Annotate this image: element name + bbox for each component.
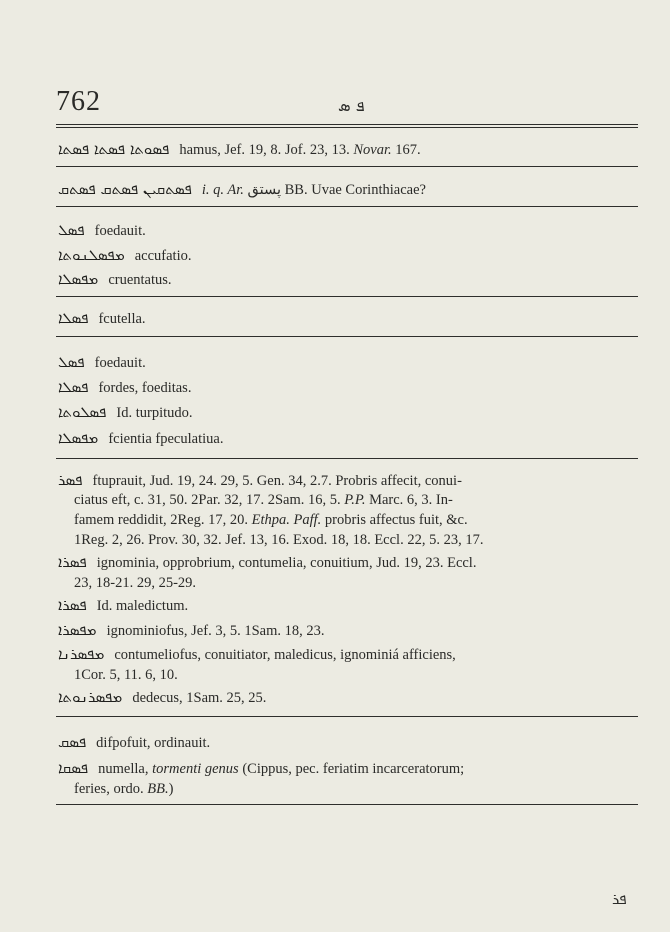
entry-line: 23, 18-21. 29, 25-29. <box>74 575 197 591</box>
entry-line: 1Reg. 2, 26. Prov. 30, 32. Jef. 13, 16. Exod. 18, 18. Eccl. 22, 5. 23, 17. <box>74 532 484 548</box>
entry-line: ܦܣܘܬܐ ܦܣܬܐ ܦܣܬܐ hamus, Jef. 19, 8. Jof. 23, 13. Novar. 167. <box>58 140 421 158</box>
entry-line: ܦܣܠܐ fordes, foeditas. <box>58 378 192 396</box>
entry-line: ciatus eft, c. 31, 50. 2Par. 32, 17. 2Sam. 16, 5. P.P. Marc. 6, 3. In- <box>74 492 453 508</box>
entry-line: ܦܣܠܐ fcutella. <box>58 309 146 327</box>
entry-line: ܦܣܪܐ ignominia, opprobrium, contumelia, conuitium, Jud. 19, 23. Eccl. <box>58 553 477 571</box>
section-rule <box>56 166 638 167</box>
entry-line: ܡܦܣܠܢܘܬܐ accufatio. <box>58 246 192 264</box>
section-rule <box>56 804 638 805</box>
entry-line: ܡܦܣܪܐ ignominiofus, Jef. 3, 5. 1Sam. 18, 23. <box>58 621 325 639</box>
entry-line: ܡܦܣܠܐ cruentatus. <box>58 270 172 288</box>
page-header <box>56 86 636 120</box>
entry-line: 1Cor. 5, 11. 6, 10. <box>74 667 178 683</box>
entry-line: ܡܦܣܠܐ fcientia fpeculatiua. <box>58 429 224 447</box>
section-rule <box>56 296 638 297</box>
entry-line: ܦܣܬܩܝܢ ܦܣܬܩ ܦܣܬܩ i. q. Ar. ﭘﺴﺘﻖ BB. Uvae Corinthiacae? <box>58 180 426 198</box>
section-rule <box>56 206 638 207</box>
section-rule <box>56 458 638 459</box>
entry-line: famem reddidit, 2Reg. 17, 20. Ethpa. Paff. probris affectus fuit, &c. <box>74 512 468 528</box>
entry-line: ܦܣܪܐ Id. maledictum. <box>58 596 189 614</box>
section-rule <box>56 716 638 717</box>
running-head: ܦ ܣ <box>338 96 365 115</box>
entry-line: ܡܦܣܪܢܘܬܐ dedecus, 1Sam. 25, 25. <box>58 688 267 706</box>
header-rule <box>56 124 638 128</box>
entry-line: ܦܣܠ foedauit. <box>58 353 146 371</box>
page-number: 762 <box>56 86 101 117</box>
entry-line: ܦܣܪ ftuprauit, Jud. 19, 24. 29, 5. Gen. 34, 2.7. Probris affecit, conui- <box>58 471 462 489</box>
entry-line: ܦܣܠ foedauit. <box>58 221 146 239</box>
entry-line: ܦܣܩܐ numella, tormenti genus (Cippus, pec. feriatim incarceratorum; <box>58 759 465 777</box>
section-rule <box>56 336 638 337</box>
entry-line: feries, ordo. BB.) <box>74 781 174 797</box>
catchword: ܦܪ <box>612 890 627 908</box>
entry-line: ܦܣܩ difpofuit, ordinauit. <box>58 733 211 751</box>
entry-line: ܦܣܠܘܬܐ Id. turpitudo. <box>58 403 193 421</box>
entry-line: ܡܦܣܪܢܐ contumeliofus, conuitiator, maledicus, ignominiá afficiens, <box>58 645 456 663</box>
